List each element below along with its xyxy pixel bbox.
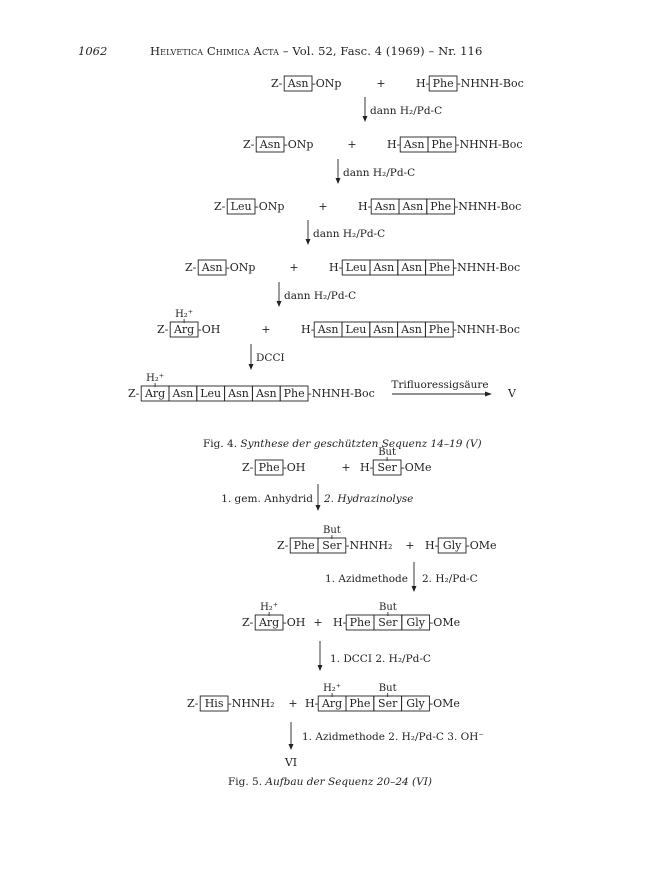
fig5-arrow-1-right: 2. Hydrazinolyse — [324, 493, 414, 505]
fig4-row4-plus: + — [289, 261, 299, 274]
fig4-caption-text: Synthese der geschützten Sequenz 14–19 (V) — [240, 438, 482, 450]
fig4-arrow-2-label: dann H₂/Pd-C — [343, 167, 416, 179]
fig4-row5-right-prefix: H- — [301, 323, 315, 336]
fig4-row1-right-suffix: -NHNH-Boc — [457, 77, 524, 90]
fig5-arrow-2-left: 1. Azidmethode — [325, 573, 408, 585]
fig4-row4-left-prefix: Z- — [185, 261, 197, 274]
fig4-final-residue: Asn — [255, 387, 277, 400]
fig4-caption-label: Fig. 4. — [203, 438, 238, 450]
fig4-final-prefix: Z- — [128, 387, 140, 400]
fig5-row1-ser-substituent: But — [378, 447, 397, 458]
fig5-row4-left-residue: His — [204, 697, 224, 710]
fig4-row4-left-suffix: -ONp — [226, 261, 256, 274]
head-sep-2: – — [424, 44, 439, 58]
fig4-row1-plus: + — [376, 77, 386, 90]
fig4-row4-right-residue: Leu — [345, 261, 367, 274]
fig5-row2-left-residue: Ser — [322, 539, 342, 552]
fig5-row3-arg-substituent: H₂⁺ — [260, 602, 279, 613]
fig4-caption — [203, 438, 482, 450]
fig4-final-arg-substituent: H₂⁺ — [146, 373, 165, 384]
fig5-row2-left-suffix: -NHNH₂ — [345, 539, 393, 552]
fig5-row3-right-prefix: H- — [333, 616, 347, 629]
fig5-arrow-4-head — [289, 744, 294, 750]
fig5-row2-left-residue: Phe — [293, 539, 315, 552]
fig5-row2-right-suffix: -OMe — [466, 539, 497, 552]
fig5-row3-plus: + — [313, 616, 323, 629]
fig5-product: VI — [284, 756, 298, 769]
fig4-row2-left-prefix: Z- — [243, 138, 255, 151]
fig4-final-suffix: -NHNH-Boc — [308, 387, 375, 400]
fig4-row1-right-residue: Phe — [432, 77, 454, 90]
fig4-row3-left-prefix: Z- — [214, 200, 226, 213]
fig5-row3-left-residue: Arg — [258, 616, 280, 629]
fig4-row1-left-residue: Asn — [287, 77, 309, 90]
fig4-row5-plus: + — [261, 323, 271, 336]
fig4-row2-right-residue: Asn — [403, 138, 425, 151]
fig5-row4-arg-substituent: H₂⁺ — [323, 683, 342, 694]
fig4-row3-left-suffix: -ONp — [255, 200, 285, 213]
fig5-row3-right-suffix: -OMe — [429, 616, 461, 629]
fig5-row3-left-prefix: Z- — [242, 616, 254, 629]
fig4-row3-right-residue: Asn — [374, 200, 396, 213]
fig5-row3-right-residue: Ser — [378, 616, 398, 629]
fig5-arrow-1-head — [316, 505, 321, 511]
fig4-row3-right-suffix: -NHNH-Boc — [454, 200, 522, 213]
fig5-caption-text: Aufbau der Sequenz 20–24 (VI) — [265, 776, 432, 788]
fig4-row2-left-residue: Asn — [259, 138, 281, 151]
fig5-row4-left-suffix: -NHNH₂ — [228, 697, 275, 710]
fig4-arrow-2-head — [336, 178, 341, 184]
fig4-row5-left-residue: Arg — [173, 323, 195, 336]
fig4-row3-plus: + — [318, 200, 328, 213]
fig5-row2-left-prefix: Z- — [277, 539, 289, 552]
fig4-arrow-5-label: DCCI — [256, 352, 285, 364]
fig5-caption — [228, 776, 432, 788]
fig5-arrow-2-right: 2. H₂/Pd-C — [422, 573, 478, 585]
fig4-row5-right-residue: Asn — [317, 323, 339, 336]
fig4-final-residue: Arg — [144, 387, 166, 400]
fig5-row4-right-residue: Gly — [406, 697, 425, 710]
fig4-arrow-1-label: dann H₂/Pd-C — [370, 105, 443, 117]
fig5-row4-right-residue: Ser — [378, 697, 398, 710]
fig4-final-residue: Phe — [283, 387, 305, 400]
fig4-arrow-4-label: dann H₂/Pd-C — [284, 290, 357, 302]
fig4-row2-right-prefix: H- — [387, 138, 401, 151]
fig4-row2-plus: + — [347, 138, 357, 151]
fig5-row1-right-suffix: -OMe — [401, 461, 432, 474]
fig5-row1-left-prefix: Z- — [242, 461, 254, 474]
fig5-caption-label: Fig. 5. — [228, 776, 263, 788]
fig5-arrow-4-label: 1. Azidmethode 2. H₂/Pd-C 3. OH⁻ — [302, 731, 484, 743]
fig4-row2-right-residue: Phe — [431, 138, 453, 151]
fig4-final-reagent: Trifluoressigsäure — [391, 379, 489, 391]
fig4-row5-right-residue: Leu — [345, 323, 367, 336]
fig4-row5-right-residue: Phe — [428, 323, 450, 336]
fig4-row4-left-residue: Asn — [201, 261, 223, 274]
volume-info: Vol. 52, Fasc. 4 (1969) — [292, 44, 425, 58]
fig4-arrow-4-head — [277, 301, 282, 307]
head-sep-1: – — [279, 44, 293, 58]
fig4-row3-left-residue: Leu — [230, 200, 252, 213]
fig4-row4-right-residue: Asn — [401, 261, 423, 274]
fig5-row3-ser-substituent: But — [378, 602, 397, 613]
fig5-arrow-3-label: 1. DCCI 2. H₂/Pd-C — [330, 653, 431, 665]
fig5-arrow-2-head — [412, 586, 417, 592]
fig4-row5-right-residue: Asn — [401, 323, 422, 336]
fig4-row5-right-suffix: -NHNH-Boc — [453, 323, 520, 336]
fig4-row1-right-prefix: H- — [416, 77, 430, 90]
fig4-row4-right-prefix: H- — [329, 261, 343, 274]
fig5-row2-right-prefix: H- — [425, 539, 439, 552]
fig5-row3-right-residue: Phe — [349, 616, 371, 629]
fig4-final-product: V — [508, 387, 516, 400]
fig5-row1-right-residue: Ser — [377, 461, 397, 474]
fig4-row5-arg-substituent: H₂⁺ — [175, 309, 194, 320]
fig4-arrow-3-head — [306, 239, 311, 245]
fig4-row4-right-residue: Asn — [373, 261, 395, 274]
fig4-row3-right-residue: Phe — [430, 200, 452, 213]
fig5-row1-left-suffix: -OH — [283, 461, 306, 474]
fig4-row4-right-residue: Phe — [429, 261, 450, 274]
fig5-arrow-3-head — [318, 665, 323, 671]
fig5-row4-left-prefix: Z- — [187, 697, 199, 710]
fig4-row1-left-suffix: -ONp — [312, 77, 342, 90]
fig5-row4-right-suffix: -OMe — [429, 697, 460, 710]
fig5-row1-left-residue: Phe — [258, 461, 280, 474]
fig4-row2-right-suffix: -NHNH-Boc — [455, 138, 523, 151]
page-number: 1062 — [78, 44, 108, 58]
fig4-arrow-5-head — [249, 364, 254, 370]
fig5-row4-right-residue: Arg — [321, 697, 343, 710]
fig5-row4-right-prefix: H- — [305, 697, 319, 710]
fig4-arrow-1-head — [363, 116, 368, 122]
fig5-row2-right-residue: Gly — [442, 539, 462, 552]
fig5-row3-left-suffix: -OH — [283, 616, 306, 629]
fig4-row5-left-prefix: Z- — [157, 323, 169, 336]
fig4-final-residue: Asn — [172, 387, 194, 400]
fig4-final-residue: Asn — [228, 387, 249, 400]
fig4-row4-right-suffix: -NHNH-Boc — [453, 261, 521, 274]
fig4-final-arrow-head — [485, 392, 492, 397]
fig4-final-residue: Leu — [200, 387, 222, 400]
fig5-arrow-1-left: 1. gem. Anhydrid — [221, 493, 313, 505]
fig5-row4-right-residue: Phe — [349, 697, 371, 710]
fig4-row1-left-prefix: Z- — [271, 77, 283, 90]
fig5-row1-right-prefix: H- — [360, 461, 374, 474]
fig5-row4-plus: + — [288, 697, 298, 710]
fig4-row2-left-suffix: -ONp — [284, 138, 314, 151]
fig4-arrow-3-label: dann H₂/Pd-C — [313, 228, 386, 240]
issue-number: Nr. 116 — [438, 44, 483, 58]
fig4-row5-right-residue: Asn — [373, 323, 395, 336]
fig5-row2-plus: + — [405, 539, 415, 552]
fig5-row3-right-residue: Gly — [406, 616, 425, 629]
fig4-row5-left-suffix: -OH — [198, 323, 221, 336]
fig4-row3-right-residue: Asn — [402, 200, 424, 213]
fig5-row2-ser-substituent: But — [322, 525, 341, 536]
fig5-row1-plus: + — [341, 461, 351, 474]
journal-name: Helvetica Chimica Acta — [150, 44, 280, 58]
fig4-row3-right-prefix: H- — [358, 200, 372, 213]
fig5-row4-ser-substituent: But — [378, 683, 397, 694]
